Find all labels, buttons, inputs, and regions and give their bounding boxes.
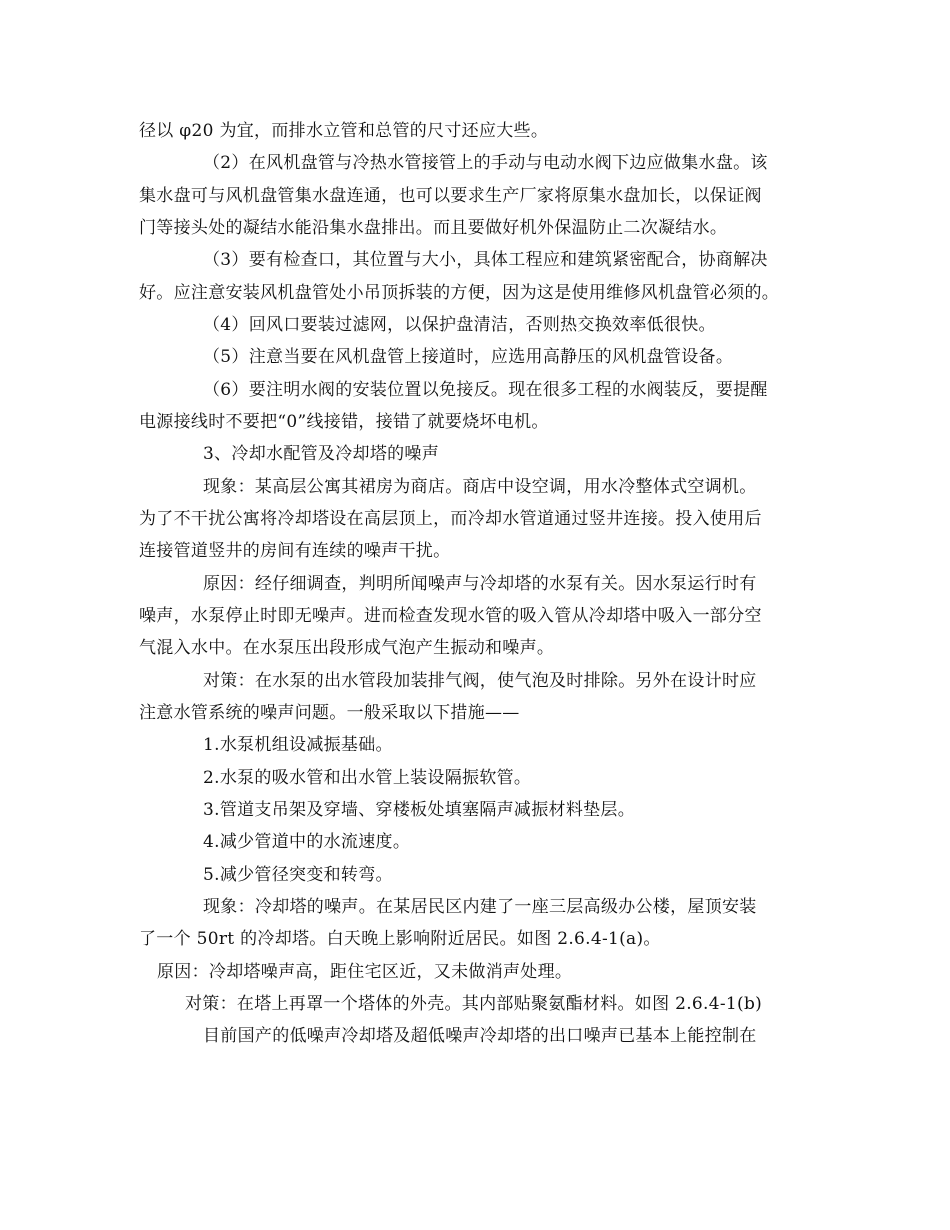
text-line-2: （2）在风机盘管与冷热水管接管上的手动与电动水阀下边应做集水盘。该 <box>203 153 768 173</box>
text-line-7: （4）回风口要装过滤网，以保护盘清洁，否则热交换效率低很快。 <box>203 315 716 335</box>
text-line-16: 噪声，水泵停止时即无噪声。进而检查发现水管的吸入管从冷却塔中吸入一部分空 <box>139 606 762 626</box>
list-item-5: 5.减少管径突变和转弯。 <box>203 865 393 885</box>
text-line-14: 连接管道竖井的房间有连续的噪声干扰。 <box>139 541 451 561</box>
list-item-3: 3.管道支吊架及穿墙、穿楼板处填塞隔声减振材料垫层。 <box>203 800 636 820</box>
text-line-18: 对策：在水泵的出水管段加装排气阀，使气泡及时排除。另外在设计时应 <box>203 671 757 691</box>
text-line-19: 注意水管系统的噪声问题。一般采取以下措施—— <box>139 703 520 723</box>
text-line-6: 好。应注意安装风机盘管处小吊顶拆装的方便，因为这是使用维修风机盘管必须的。 <box>139 283 780 303</box>
text-line-5: （3）要有检查口，其位置与大小，具体工程应和建筑紧密配合，协商解决 <box>203 250 768 270</box>
list-item-4: 4.减少管道中的水流速度。 <box>203 832 411 852</box>
text-line-29: 目前国产的低噪声冷却塔及超低噪声冷却塔的出口噪声已基本上能控制在 <box>203 1026 757 1046</box>
text-line-3: 集水盘可与风机盘管集水盘连通，也可以要求生产厂家将原集水盘加长，以保证阀 <box>139 186 762 206</box>
list-item-2: 2.水泵的吸水管和出水管上装设隔振软管。 <box>203 768 532 788</box>
list-item-1: 1.水泵机组设减振基础。 <box>203 735 393 755</box>
text-line-26: 了一个 50rt 的冷却塔。白天晚上影响附近居民。如图 2.6.4-1(a)。 <box>139 929 661 949</box>
text-line-4: 门等接头处的凝结水能沿集水盘排出。而且要做好机外保温防止二次凝结水。 <box>139 218 728 238</box>
text-line-17: 气混入水中。在水泵压出段形成气泡产生振动和噪声。 <box>139 638 555 658</box>
text-line-1: 径以 φ20 为宜，而排水立管和总管的尺寸还应大些。 <box>139 121 549 141</box>
text-line-9: （6）要注明水阀的安装位置以免接反。现在很多工程的水阀装反，要提醒 <box>203 380 768 400</box>
text-line-15: 原因：经仔细调查，判明所闻噪声与冷却塔的水泵有关。因水泵运行时有 <box>203 574 757 594</box>
text-line-28: 对策：在塔上再罩一个塔体的外壳。其内部贴聚氨酯材料。如图 2.6.4-1(b) <box>185 994 763 1014</box>
text-line-12: 现象：某高层公寓其裙房为商店。商店中设空调，用水冷整体式空调机。 <box>203 477 757 497</box>
text-line-13: 为了不干扰公寓将冷却塔设在高层顶上，而冷却水管道通过竖井连接。投入使用后 <box>139 509 762 529</box>
text-line-8: （5）注意当要在风机盘管上接道时，应选用高静压的风机盘管设备。 <box>203 347 734 367</box>
section-heading: 3、冷却水配管及冷却塔的噪声 <box>203 444 440 464</box>
text-line-27: 原因：冷却塔噪声高，距住宅区近，又未做消声处理。 <box>157 962 573 982</box>
text-line-25: 现象：冷却塔的噪声。在某居民区内建了一座三层高级办公楼，屋顶安装 <box>203 897 757 917</box>
text-line-10: 电源接线时不要把“0”线接错，接错了就要烧坏电机。 <box>139 412 549 432</box>
